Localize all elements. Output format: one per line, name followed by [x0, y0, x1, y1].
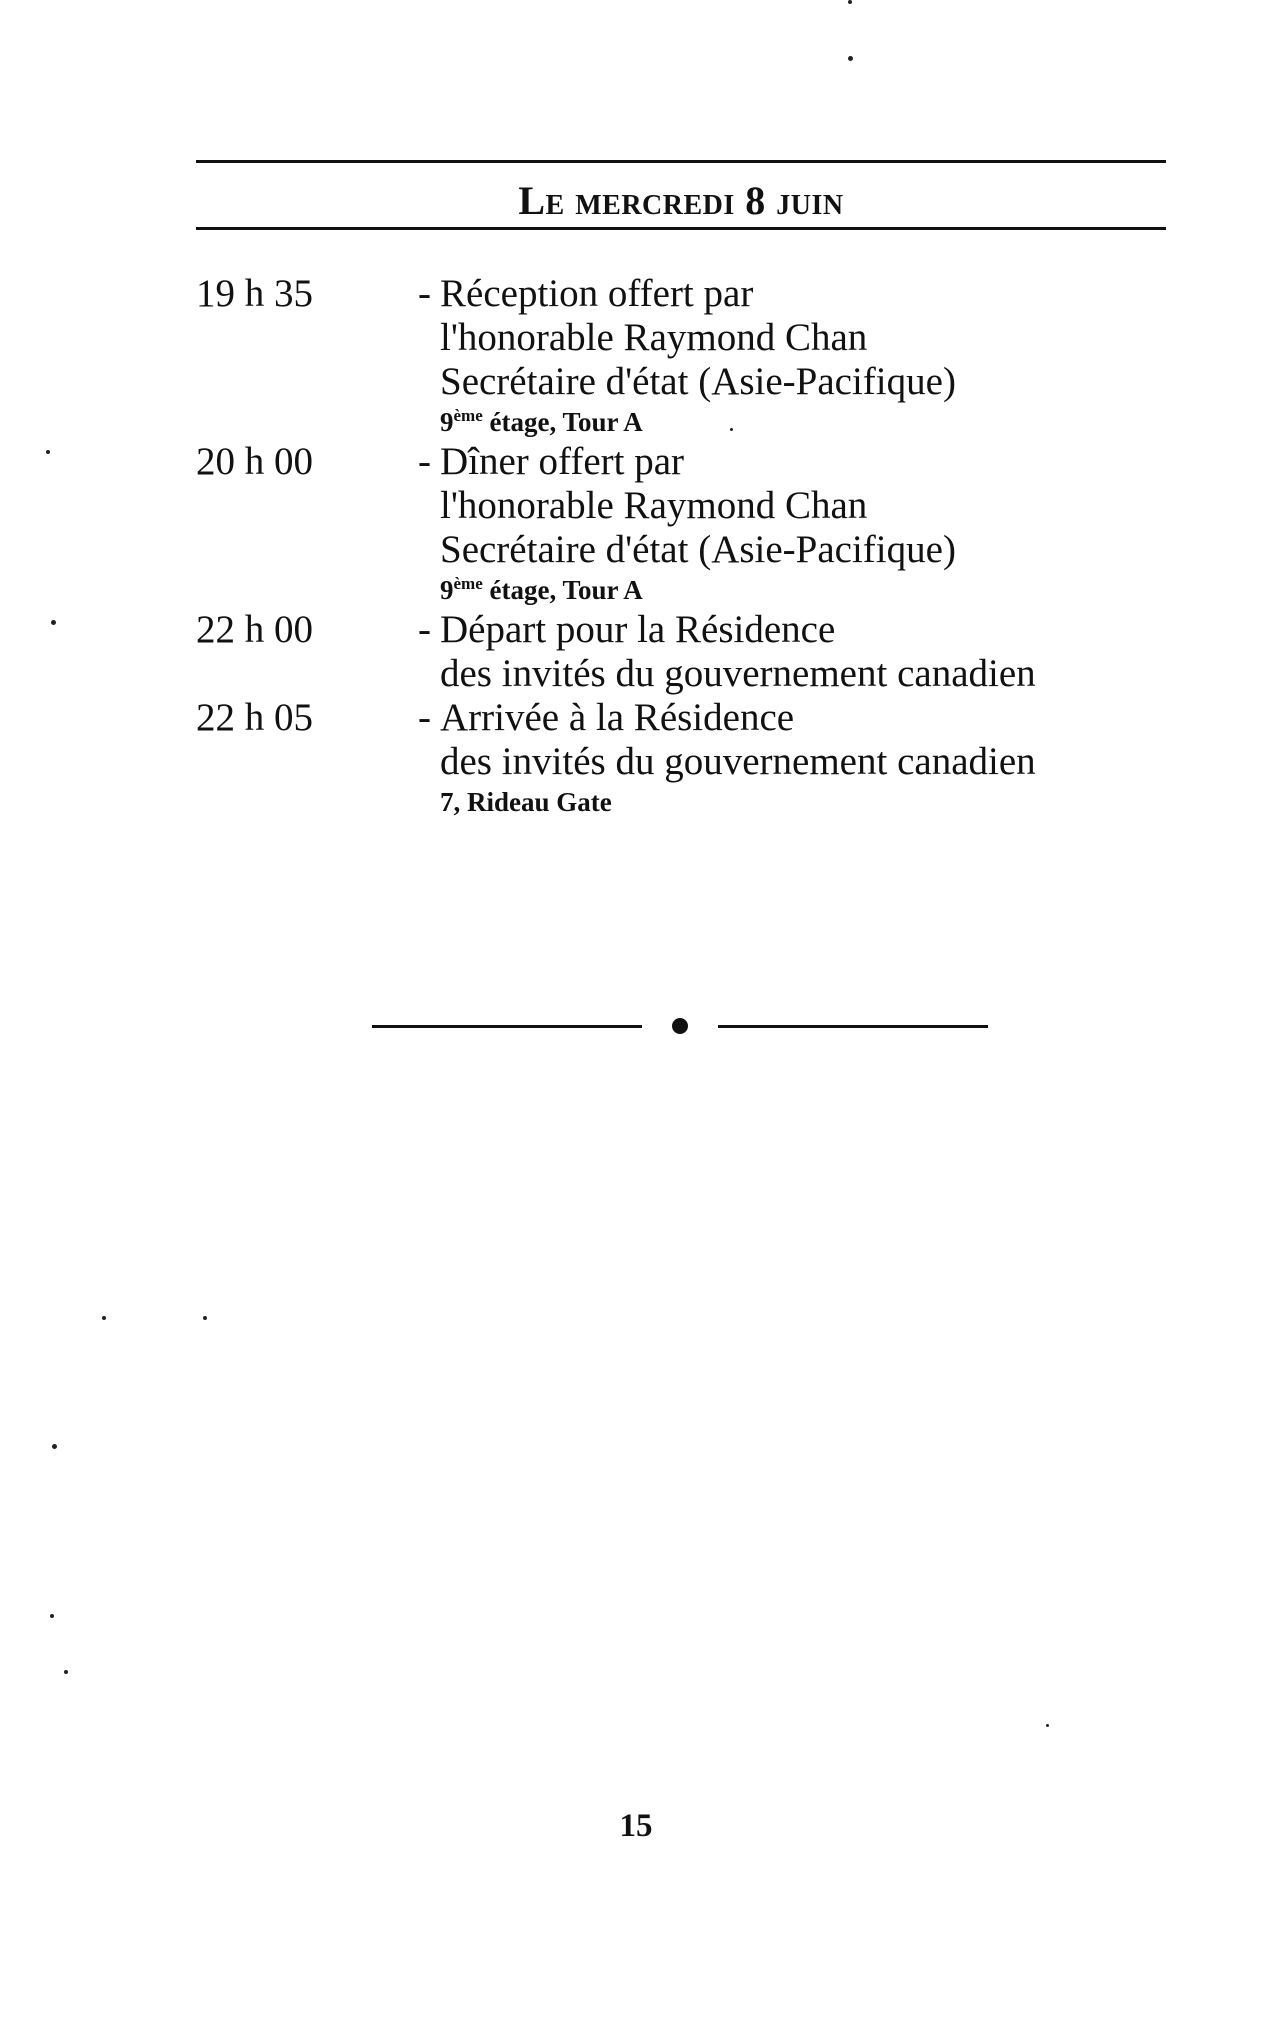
entry-title: Réception offert par — [440, 272, 754, 315]
section-ornament — [372, 1016, 988, 1036]
entry-description — [418, 608, 1166, 696]
schedule-entry — [196, 696, 1166, 820]
entry-time: 22 h 00 — [196, 608, 313, 651]
schedule-entry — [196, 440, 1166, 608]
entry-location: 7, Rideau Gate — [440, 787, 612, 817]
entry-title: Dîner offert par — [440, 440, 684, 483]
entry-line: l'honorable Raymond Chan — [440, 316, 868, 359]
entry-line: Secrétaire d'état (Asie-Pacifique) — [440, 360, 956, 403]
entry-title: Arrivée à la Résidence — [440, 696, 795, 739]
ornament-line-right — [718, 1025, 988, 1028]
entry-description — [418, 440, 1166, 608]
dash-marker: - — [418, 272, 431, 315]
ornament-line-left — [372, 1025, 642, 1028]
page-number: 15 — [619, 1808, 653, 1844]
scan-speck — [848, 56, 853, 61]
day-header — [196, 160, 1166, 230]
dash-marker: - — [418, 608, 431, 651]
entry-description — [418, 696, 1166, 820]
entry-title: Départ pour la Résidence — [440, 608, 836, 651]
scan-speck — [203, 1316, 207, 1320]
entry-location: 9ème étage, Tour A — [440, 574, 643, 605]
entry-line: des invités du gouvernement canadien — [440, 740, 1036, 783]
dash-marker: - — [418, 440, 431, 483]
ornament-dot-icon — [672, 1018, 688, 1034]
dash-marker: - — [418, 696, 431, 739]
scan-speck — [52, 1444, 57, 1449]
scan-speck — [1046, 1724, 1049, 1727]
schedule-entry — [196, 608, 1166, 696]
entry-description — [418, 272, 1166, 440]
entry-line: Secrétaire d'état (Asie-Pacifique) — [440, 528, 956, 571]
day-title: Le mercredi 8 juin — [518, 178, 844, 223]
scan-speck — [64, 1670, 68, 1674]
scan-speck — [50, 1614, 54, 1618]
scan-speck — [848, 0, 852, 4]
entry-line: l'honorable Raymond Chan — [440, 484, 868, 527]
scan-speck — [46, 450, 50, 454]
entry-time: 19 h 35 — [196, 272, 313, 315]
schedule-entry — [196, 272, 1166, 440]
entry-line: des invités du gouvernement canadien — [440, 652, 1036, 695]
entry-time: 22 h 05 — [196, 696, 313, 739]
scan-speck — [51, 620, 56, 625]
scan-speck — [102, 1316, 106, 1320]
entry-location: 9ème étage, Tour A — [440, 406, 643, 437]
schedule-list — [196, 272, 1166, 820]
entry-time: 20 h 00 — [196, 440, 313, 483]
